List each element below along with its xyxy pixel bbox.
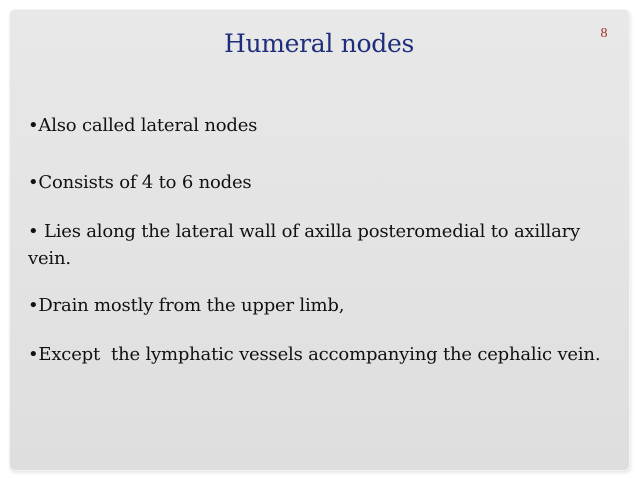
bullet-item: •Except the lymphatic vessels accompanying the cephalic vein. — [28, 344, 601, 365]
bullet-item: •Also called lateral nodes — [28, 115, 258, 136]
slide-title: Humeral nodes — [223, 29, 415, 58]
page-number: 8 — [600, 26, 608, 41]
bullet-item: • Lies along the lateral wall of axilla posteromedial to axillary vein. — [28, 221, 586, 269]
bullet-item: •Consists of 4 to 6 nodes — [28, 172, 252, 193]
bullet-item: •Drain mostly from the upper limb, — [28, 295, 345, 316]
